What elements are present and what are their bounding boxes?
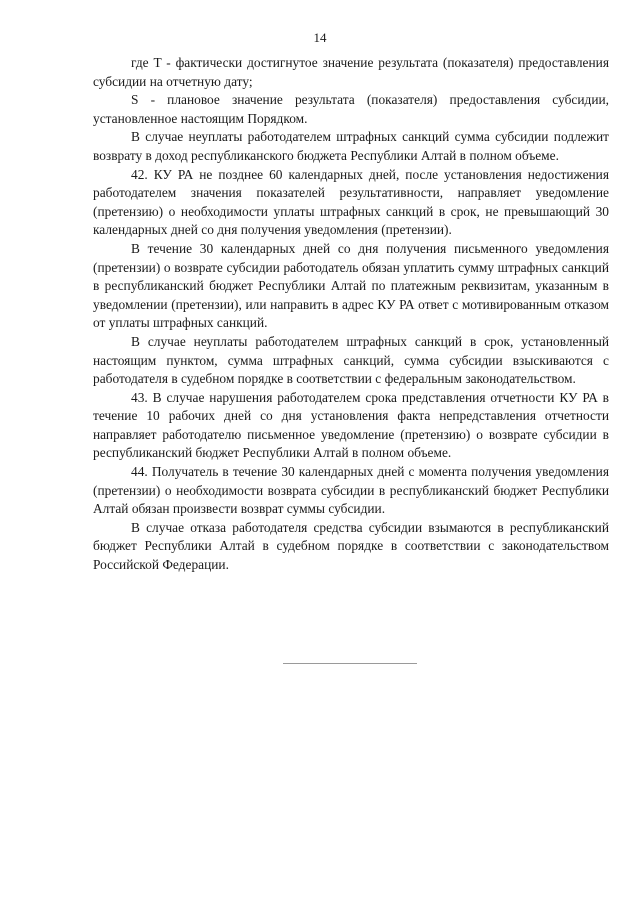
- page-number: 14: [313, 30, 327, 45]
- paragraph-item-42: 42. КУ РА не позднее 60 календарных дней, после установления недостижения работодателем значения показателей результативности, направляет уведомление (претензию) о необходимости уплаты штрафных санкций в срок, не превышающий 30 календарных дней со дня получения уведомления (претензии).: [93, 166, 609, 238]
- end-separator-line: [283, 663, 417, 664]
- paragraph-nonpayment-refund: В случае неуплаты работодателем штрафных санкций сумма субсидии подлежит возврату в доход республиканского бюджета Республики Алтай в полном объеме.: [93, 129, 609, 163]
- paragraph-item-44: 44. Получатель в течение 30 календарных дней с момента получения уведомления (претензии) о необходимости возврата субсидии в республиканский бюджет Республики Алтай обязан произвести возврат суммы субсидии.: [93, 464, 609, 517]
- paragraph-t-definition: где T - фактически достигнутое значение результата (показателя) предоставления субсидии на отчетную дату;: [93, 55, 609, 89]
- document-body: [93, 54, 609, 575]
- paragraph-s-definition: S - плановое значение результата (показателя) предоставления субсидии, установленное настоящим Порядком.: [93, 92, 609, 126]
- paragraph-item-43: 43. В случае нарушения работодателем срока представления отчетности КУ РА в течение 10 рабочих дней со дня установления факта непредставления отчетности направляет работодателю письменное уведомление (претензию) о возврате субсидии в республиканский бюджет Республики Алтай в полном объеме.: [93, 389, 609, 461]
- paragraph-payment-term: В течение 30 календарных дней со дня получения письменного уведомления (претензии) о возврате субсидии работодатель обязан уплатить сумму штрафных санкций в республиканский бюджет Республики Алтай по платежным реквизитам, указанным в уведомлении (претензии), или направить в адрес КУ РА ответ с мотивированным отказом от уплаты штрафных санкций.: [93, 240, 609, 331]
- paragraph-court-recovery: В случае неуплаты работодателем штрафных санкций в срок, установленный настоящим пунктом, сумма штрафных санкций, сумма субсидии взыскиваются с работодателя в судебном порядке в соответствии с федеральным законодательством.: [93, 333, 609, 387]
- paragraph-refusal: В случае отказа работодателя средства субсидии взымаются в республиканский бюджет Республики Алтай в судебном порядке в соответствии с законодательством Российской Федерации.: [93, 519, 609, 573]
